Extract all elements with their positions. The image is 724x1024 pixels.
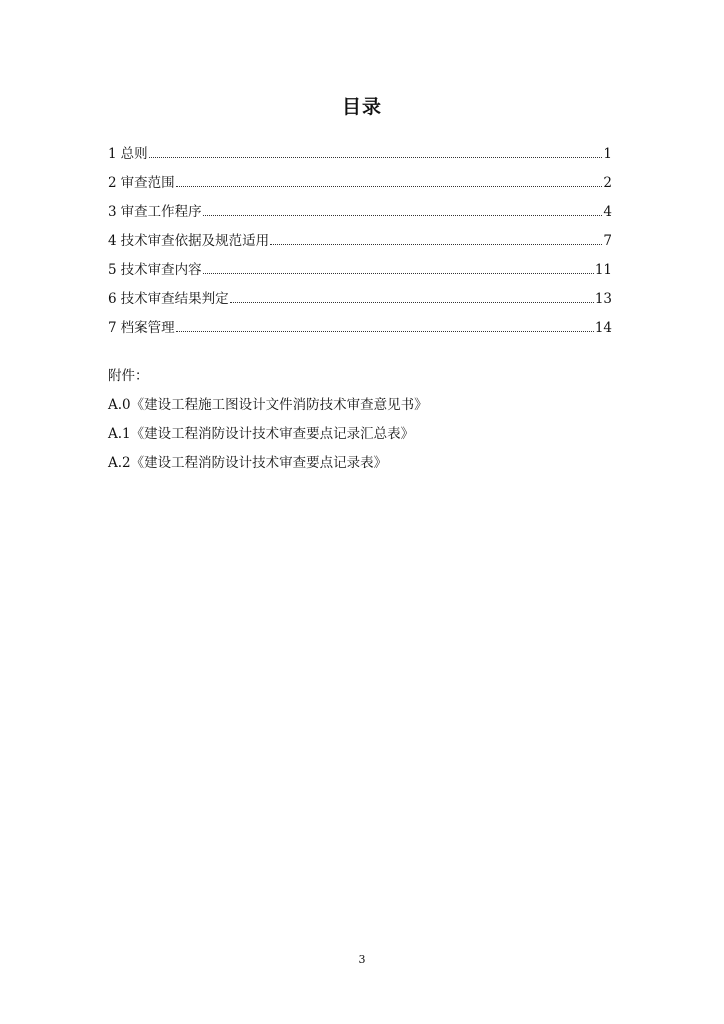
toc-entry-page: 14 — [594, 320, 612, 336]
toc-entry-page: 11 — [594, 262, 612, 278]
toc-entry-number: 7 — [108, 320, 117, 336]
toc-entry-number: 3 — [108, 204, 117, 220]
toc-entry-number: 2 — [108, 175, 117, 191]
appendix-item-a2: A.2《建设工程消防设计技术审查要点记录表》 — [108, 455, 388, 471]
toc-entry-4[interactable] — [108, 231, 612, 260]
toc-entry-page: 1 — [603, 146, 612, 162]
toc-entry-3[interactable] — [108, 202, 612, 231]
appendix-item-a0: A.0《建设工程施工图设计文件消防技术审查意见书》 — [108, 397, 428, 413]
toc-entry-1[interactable] — [108, 144, 612, 173]
toc-dot-leader — [270, 243, 602, 245]
toc-entry-2[interactable] — [108, 173, 612, 202]
page-title: 目录 — [341, 96, 382, 118]
toc-entry-label: 总则 — [120, 146, 148, 162]
toc-entry-label: 档案管理 — [120, 320, 175, 336]
toc-dot-leader — [149, 156, 603, 158]
toc-entry-page: 13 — [594, 291, 612, 307]
toc-entry-label: 审查范围 — [120, 175, 175, 191]
toc-entry-number: 4 — [108, 233, 117, 249]
toc-entry-label: 审查工作程序 — [120, 204, 202, 220]
toc-dot-leader — [176, 330, 594, 332]
toc-dot-leader — [203, 214, 603, 216]
toc-dot-leader — [230, 301, 594, 303]
toc-dot-leader — [176, 185, 603, 187]
table-of-contents — [108, 144, 612, 347]
toc-entry-label: 技术审查结果判定 — [120, 291, 229, 307]
appendix-item-a1: A.1《建设工程消防设计技术审查要点记录汇总表》 — [108, 426, 415, 442]
toc-entry-page: 4 — [603, 204, 612, 220]
toc-entry-label: 技术审查依据及规范适用 — [120, 233, 270, 249]
appendix-heading: 附件： — [108, 368, 149, 384]
toc-entry-number: 5 — [108, 262, 117, 278]
toc-entry-page: 2 — [603, 175, 612, 191]
toc-entry-5[interactable] — [108, 260, 612, 289]
page-number: 3 — [358, 953, 366, 966]
toc-entry-label: 技术审查内容 — [120, 262, 202, 278]
toc-entry-number: 6 — [108, 291, 117, 307]
appendix-section — [108, 366, 612, 482]
toc-entry-7[interactable] — [108, 318, 612, 347]
toc-dot-leader — [203, 272, 594, 274]
toc-entry-number: 1 — [108, 146, 117, 162]
toc-entry-page: 7 — [603, 233, 612, 249]
toc-entry-6[interactable] — [108, 289, 612, 318]
